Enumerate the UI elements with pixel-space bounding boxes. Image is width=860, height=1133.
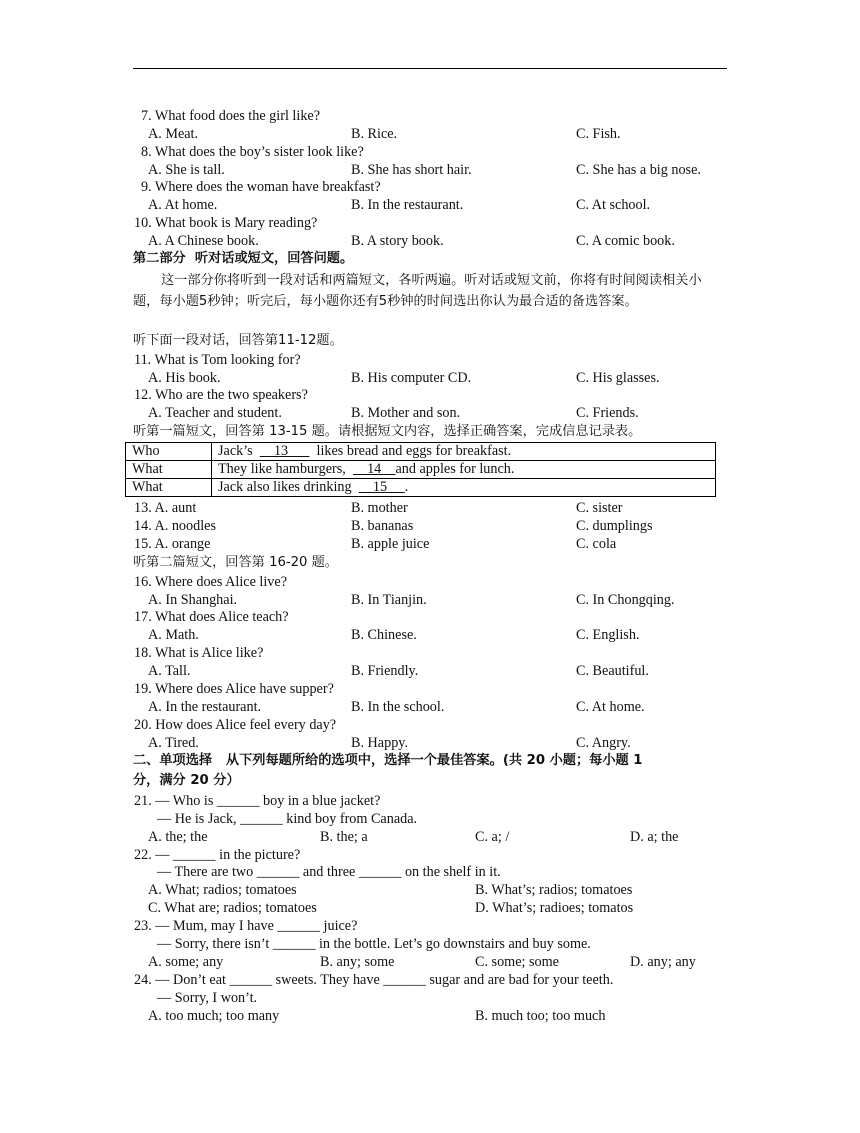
option-a: A. too much; too many [148,1008,280,1024]
question-text: 20. How does Alice feel every day? [134,717,337,733]
question-text: 12. Who are the two speakers? [134,387,308,403]
option-a: A. Math. [148,627,199,643]
question-reply: — He is Jack, ______ kind boy from Canada. [157,811,418,827]
option-c: C. In Chongqing. [576,592,675,608]
question-19-options [0,698,860,716]
option-b: B. apple juice [351,536,430,552]
question-17-options [0,626,860,644]
question-9-options [0,196,860,214]
section2-heading-text-2: 分，满分 20 分） [133,773,240,788]
option-c: C. a; / [475,829,510,845]
row-label: Who [126,443,212,461]
question-11 [0,351,860,369]
row-pre: Jack’s [218,443,260,459]
part2-intro: 这一部分你将听到一段对话和两篇短文，各听两遍。听对话或短文前，你将有时间阅读相关小题，每小题5秒钟；听完后，每小题你还有5秒钟的时间选出你认为最合适的备选答案。 [133,273,702,309]
option-b: B. She has short hair. [351,162,472,178]
option-c: C. What are; radios; tomatoes [148,900,317,916]
question-7 [0,107,860,125]
question-text: 21. — Who is ______ boy in a blue jacket? [134,793,381,809]
dialog-instruction: 听下面一段对话，回答第11-12题。 [133,333,343,348]
blank-15: 15 [358,479,405,495]
option-a: A. A Chinese book. [148,233,259,249]
question-text: 24. — Don’t eat ______ sweets. They have ______ sugar and are bad for your teeth. [134,972,614,988]
blank-14: 14 [352,461,396,477]
option-c: C. A comic book. [576,233,675,249]
option-a: A. Tall. [148,663,191,679]
question-24 [0,971,860,989]
option-b: B. Friendly. [351,663,419,679]
option-a: A. the; the [148,829,208,845]
option-b: B. His computer CD. [351,370,472,386]
info-record-table [125,442,716,497]
part2-heading: 第二部分 听对话或短文，回答问题。 [133,251,354,266]
question-24-options [0,1007,860,1025]
table-row [126,461,716,479]
option-a: 14. A. noodles [134,518,216,534]
row-post: likes bread and eggs for breakfast. [309,443,512,459]
question-text: 10. What book is Mary reading? [134,215,318,231]
passage2-instruction-line [0,554,860,572]
option-c: C. Angry. [576,735,631,751]
option-c: C. Fish. [576,126,621,142]
option-c: C. She has a big nose. [576,162,701,178]
question-12 [0,386,860,404]
question-23 [0,917,860,935]
question-7-options [0,125,860,143]
option-b: B. A story book. [351,233,444,249]
question-10-options [0,232,860,250]
option-a: A. His book. [148,370,221,386]
passage1-instruction: 听第一篇短文，回答第 13-15 题。请根据短文内容，选择正确答案，完成信息记录表。 [133,424,642,439]
question-12-options [0,404,860,422]
question-22-options-ab [0,881,860,899]
question-22 [0,846,860,864]
blank-13: 13 [259,443,310,459]
option-c: C. cola [576,536,617,552]
table-row [126,479,716,497]
row-pre: They like hamburgers, [218,461,353,477]
option-b: B. Mother and son. [351,405,461,421]
option-a: 13. A. aunt [134,500,197,516]
option-a: A. At home. [148,197,218,213]
section2-heading-2 [0,772,860,790]
row-label: What [126,479,212,497]
part2-heading-line [0,250,860,268]
passage1-instruction-line [0,423,860,441]
question-19 [0,680,860,698]
question-21 [0,792,860,810]
option-d: D. a; the [630,829,679,845]
question-10 [0,214,860,232]
option-c: C. Friends. [576,405,639,421]
question-23-reply [0,935,860,953]
question-text: 8. What does the boy’s sister look like? [141,144,364,160]
section2-heading-text-1: 二、单项选择 从下列每题所给的选项中，选择一个最佳答案。(共 20 小题；每小题 1 [133,753,643,768]
question-21-reply [0,810,860,828]
question-8 [0,143,860,161]
question-9 [0,178,860,196]
question-20-options [0,734,860,752]
question-13-options [0,499,860,517]
row-content [212,443,716,461]
option-a: A. In Shanghai. [148,592,238,608]
question-text: 16. Where does Alice live? [134,574,287,590]
row-post: . [404,479,409,495]
question-20 [0,716,860,734]
row-post: and apples for lunch. [395,461,515,477]
option-b: B. What’s; radios; tomatoes [475,882,633,898]
option-b: B. Chinese. [351,627,417,643]
option-b: B. much too; too much [475,1008,606,1024]
question-text: 7. What food does the girl like? [141,108,321,124]
question-18 [0,644,860,662]
row-content [212,479,716,497]
question-text: 22. — ______ in the picture? [134,847,301,863]
option-a: A. In the restaurant. [148,699,262,715]
option-c: C. His glasses. [576,370,660,386]
dialog-instruction-line [0,332,860,350]
option-b: B. the; a [320,829,368,845]
row-pre: Jack also likes drinking [218,479,359,495]
question-reply: — Sorry, I won’t. [157,990,258,1006]
option-d: D. any; any [630,954,696,970]
question-24-reply [0,989,860,1007]
question-text: 19. Where does Alice have supper? [134,681,334,697]
option-c: C. English. [576,627,640,643]
option-c: C. sister [576,500,623,516]
question-reply: — There are two ______ and three ______ on the shelf in it. [157,864,501,880]
question-text: 11. What is Tom looking for? [134,352,301,368]
table-row [126,443,716,461]
question-16 [0,573,860,591]
question-14-options [0,517,860,535]
option-a: A. What; radios; tomatoes [148,882,297,898]
option-c: C. Beautiful. [576,663,649,679]
passage2-instruction: 听第二篇短文，回答第 16-20 题。 [133,555,338,570]
question-22-options-cd [0,899,860,917]
row-label: What [126,461,212,479]
question-8-options [0,161,860,179]
question-text: 18. What is Alice like? [134,645,264,661]
question-16-options [0,591,860,609]
question-text: 23. — Mum, may I have ______ juice? [134,918,358,934]
question-21-options [0,828,860,846]
header-rule [133,68,727,69]
option-b: B. any; some [320,954,395,970]
option-b: B. bananas [351,518,414,534]
option-b: B. In Tianjin. [351,592,427,608]
option-c: C. some; some [475,954,559,970]
option-a: A. Teacher and student. [148,405,282,421]
option-b: B. In the school. [351,699,445,715]
question-11-options [0,369,860,387]
option-b: B. Happy. [351,735,409,751]
option-c: C. At school. [576,197,651,213]
section2-heading-1 [0,752,860,770]
option-a: A. some; any [148,954,224,970]
question-text: 9. Where does the woman have breakfast? [141,179,381,195]
question-23-options [0,953,860,971]
option-a: A. She is tall. [148,162,225,178]
question-15-options [0,535,860,553]
option-a: 15. A. orange [134,536,211,552]
question-22-reply [0,863,860,881]
question-reply: — Sorry, there isn’t ______ in the bottle. Let’s go downstairs and buy some. [157,936,591,952]
option-a: A. Meat. [148,126,199,142]
option-b: B. mother [351,500,408,516]
option-c: C. At home. [576,699,645,715]
row-content [212,461,716,479]
question-18-options [0,662,860,680]
option-b: B. In the restaurant. [351,197,464,213]
option-b: B. Rice. [351,126,398,142]
question-text: 17. What does Alice teach? [134,609,289,625]
option-d: D. What’s; radioes; tomatos [475,900,634,916]
option-c: C. dumplings [576,518,653,534]
option-a: A. Tired. [148,735,199,751]
question-17 [0,608,860,626]
